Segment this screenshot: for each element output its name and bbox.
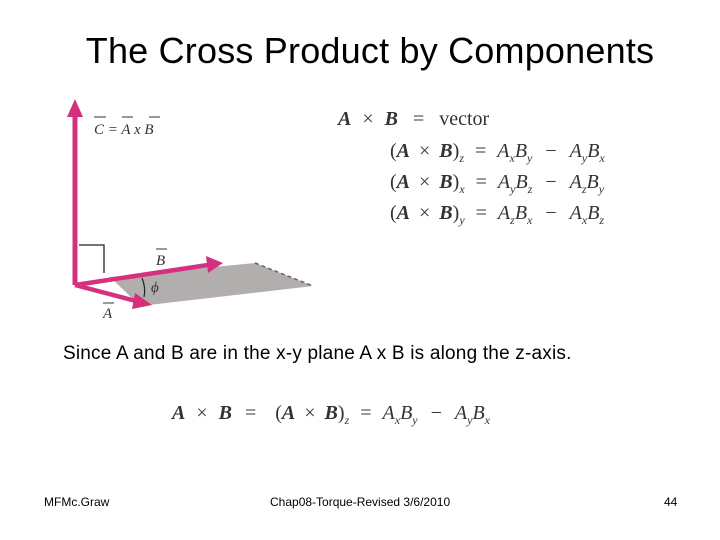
angle-label: ϕ	[151, 280, 159, 296]
equation-row-y: $(A \times B)_y = A_zB_x - A_xB_z$	[390, 202, 605, 227]
footer-chapter: Chap08-Torque-Revised 3/6/2010	[270, 495, 451, 509]
c-vector-arrowhead	[67, 99, 83, 117]
b-vector-label: B	[156, 253, 166, 269]
equation-header: A × B = vector	[338, 108, 490, 130]
equation-row-z: $(A \times B)_z = A_xB_y - A_yB_x$	[390, 140, 605, 165]
slide-title: The Cross Product by Components	[85, 30, 655, 71]
slide-caption: Since A and B are in the x-y plane A x B is along the z-axis.	[63, 343, 572, 364]
cross-product-diagram	[60, 95, 330, 325]
a-vector-label: A	[103, 306, 113, 322]
footer-author: MFMc.Graw	[44, 495, 110, 509]
c-vector-label: C = A x B	[94, 122, 154, 138]
footer-page-number: 44	[664, 495, 678, 509]
right-angle-marker	[79, 245, 104, 273]
equation-row-x: $(A \times B)_x = A_yB_z - A_zB_y$	[390, 171, 605, 196]
